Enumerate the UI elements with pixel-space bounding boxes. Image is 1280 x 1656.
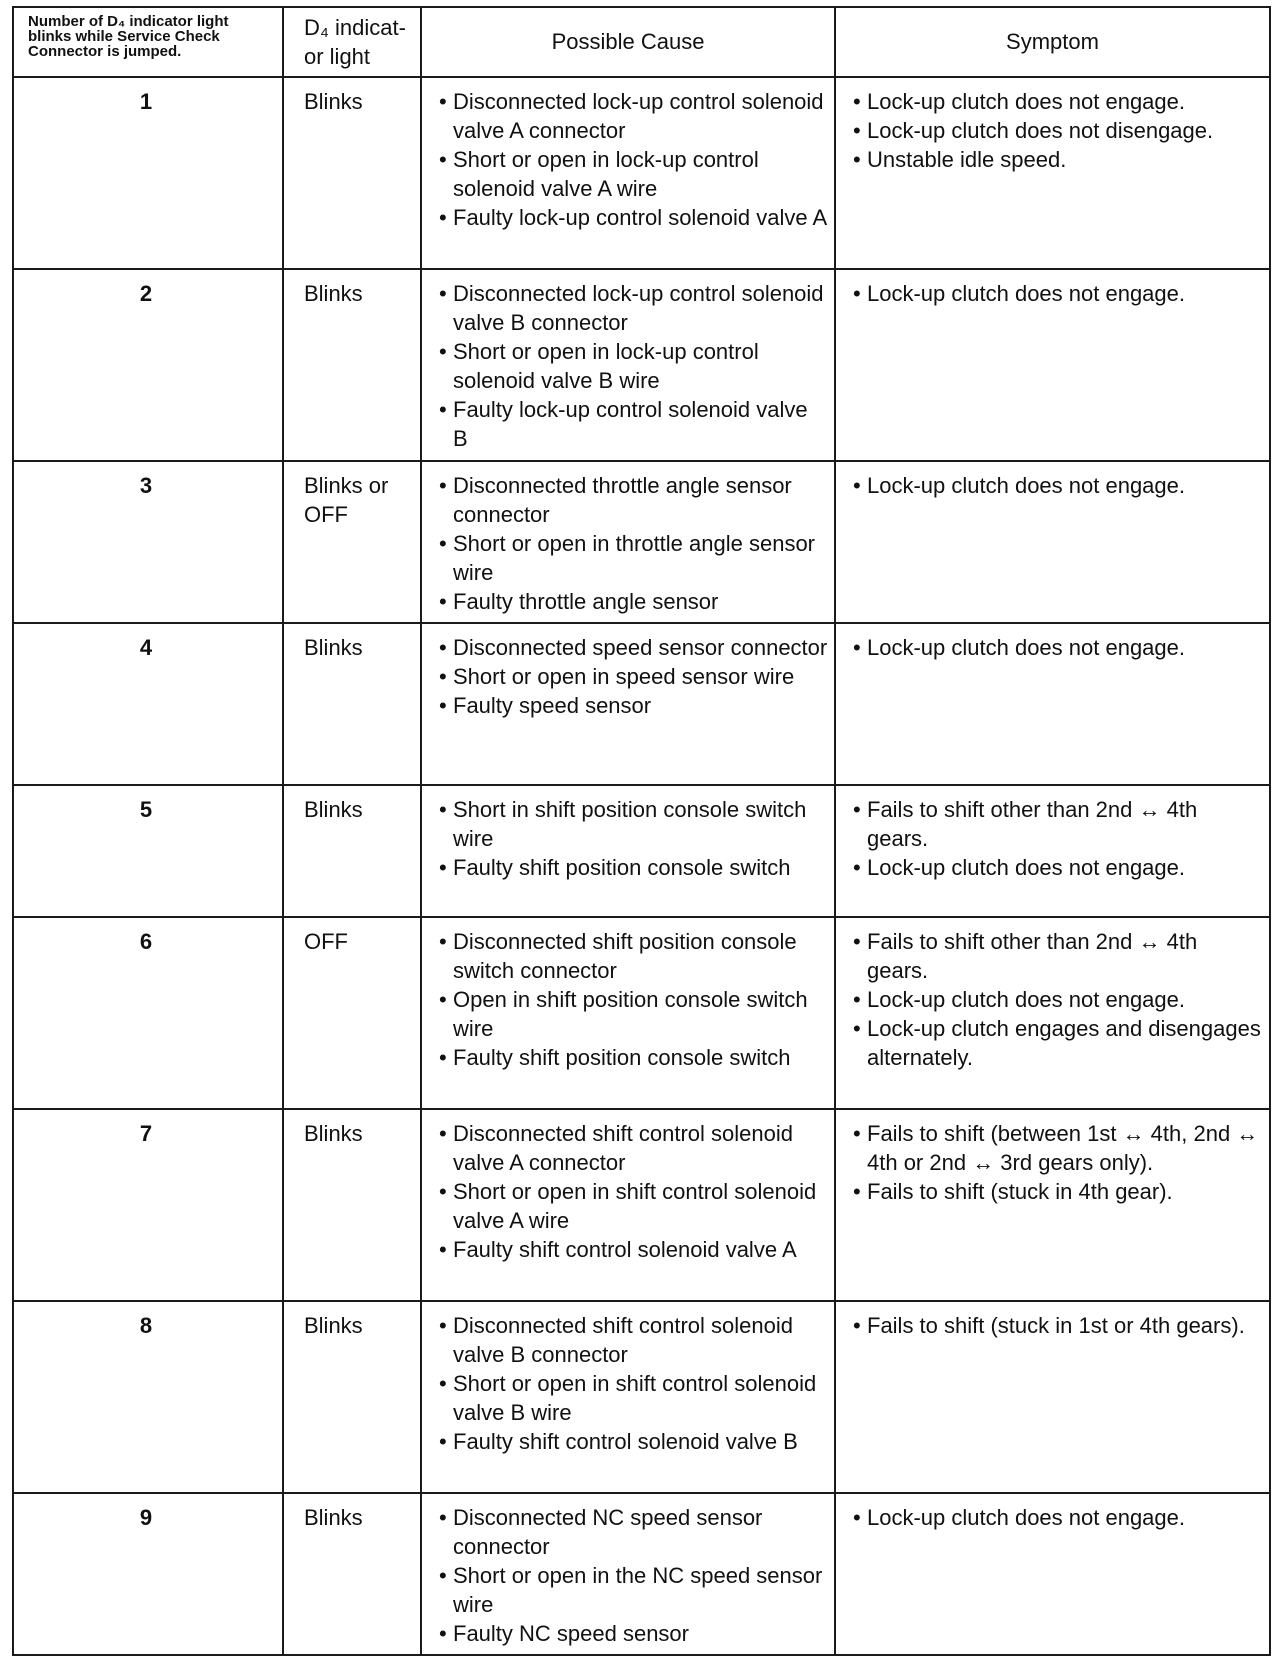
symptoms <box>835 77 1270 269</box>
symptoms <box>835 917 1270 1109</box>
header-row <box>13 7 1270 77</box>
blink-count: 2 <box>13 269 283 461</box>
symptom-list <box>852 471 1263 500</box>
blink-count: 3 <box>13 461 283 623</box>
symptom-item: • Fails to shift other than 2nd ↔ 4th gears. <box>852 927 1263 985</box>
header-blinks: Number of D₄ indicator light blinks while Service Check Connector is jumped. <box>13 7 283 77</box>
possible-causes <box>421 623 835 785</box>
blink-count: 1 <box>13 77 283 269</box>
symptom-item: • Lock-up clutch does not engage. <box>852 471 1263 500</box>
blink-count: 8 <box>13 1301 283 1493</box>
blink-count: 4 <box>13 623 283 785</box>
cause-item: • Short or open in the NC speed sensor wire <box>438 1561 828 1619</box>
symptom-list <box>852 87 1263 174</box>
blink-count: 7 <box>13 1109 283 1301</box>
cause-item: • Open in shift position console switch wire <box>438 985 828 1043</box>
symptom-list <box>852 927 1263 1072</box>
cause-list <box>438 927 828 1072</box>
table-row <box>13 623 1270 785</box>
symptom-item: • Lock-up clutch does not engage. <box>852 87 1263 116</box>
symptom-list <box>852 1503 1263 1532</box>
diagnostic-table <box>12 6 1271 1656</box>
symptoms <box>835 1493 1270 1655</box>
blink-count: 6 <box>13 917 283 1109</box>
header-symptom: Symptom <box>835 7 1270 77</box>
cause-item: • Faulty lock-up control solenoid valve B <box>438 395 828 453</box>
cause-item: • Faulty lock-up control solenoid valve A <box>438 203 828 232</box>
cause-item: • Faulty shift control solenoid valve B <box>438 1427 828 1456</box>
indicator-state: Blinks or OFF <box>283 461 421 623</box>
symptoms <box>835 461 1270 623</box>
symptoms <box>835 785 1270 917</box>
cause-item: • Disconnected shift control solenoid valve B connector <box>438 1311 828 1369</box>
cause-list <box>438 279 828 453</box>
cause-item: • Faulty shift control solenoid valve A <box>438 1235 828 1264</box>
cause-item: • Faulty throttle angle sensor <box>438 587 828 616</box>
symptom-list <box>852 633 1263 662</box>
symptom-item: • Lock-up clutch does not engage. <box>852 1503 1263 1532</box>
cause-list <box>438 633 828 720</box>
indicator-state: OFF <box>283 917 421 1109</box>
indicator-state: Blinks <box>283 269 421 461</box>
possible-causes <box>421 1109 835 1301</box>
blink-count: 5 <box>13 785 283 917</box>
cause-item: • Disconnected NC speed sensor connector <box>438 1503 828 1561</box>
symptom-item: • Lock-up clutch does not engage. <box>852 985 1263 1014</box>
table-row <box>13 785 1270 917</box>
symptom-item: • Fails to shift other than 2nd ↔ 4th gears. <box>852 795 1263 853</box>
indicator-state: Blinks <box>283 785 421 917</box>
header-indicator-light: D₄ indicat- or light <box>283 7 421 77</box>
cause-list <box>438 795 828 882</box>
header-possible-cause: Possible Cause <box>421 7 835 77</box>
cause-item: • Short or open in throttle angle sensor wire <box>438 529 828 587</box>
symptom-item: • Unstable idle speed. <box>852 145 1263 174</box>
possible-causes <box>421 1493 835 1655</box>
symptoms <box>835 1301 1270 1493</box>
possible-causes <box>421 77 835 269</box>
cause-list <box>438 87 828 232</box>
cause-list <box>438 1311 828 1456</box>
cause-item: • Disconnected speed sensor connector <box>438 633 828 662</box>
possible-causes <box>421 917 835 1109</box>
possible-causes <box>421 461 835 623</box>
symptom-item: • Fails to shift (stuck in 4th gear). <box>852 1177 1263 1206</box>
possible-causes <box>421 1301 835 1493</box>
cause-item: • Disconnected lock-up control solenoid valve B connector <box>438 279 828 337</box>
cause-item: • Faulty shift position console switch <box>438 1043 828 1072</box>
cause-item: • Faulty NC speed sensor <box>438 1619 828 1648</box>
symptom-item: • Lock-up clutch engages and disengages alternately. <box>852 1014 1263 1072</box>
table-row <box>13 1493 1270 1655</box>
cause-item: • Faulty speed sensor <box>438 691 828 720</box>
indicator-state: Blinks <box>283 77 421 269</box>
indicator-state: Blinks <box>283 1301 421 1493</box>
cause-item: • Short or open in lock-up control solenoid valve A wire <box>438 145 828 203</box>
cause-item: • Disconnected lock-up control solenoid valve A connector <box>438 87 828 145</box>
table-row <box>13 1109 1270 1301</box>
symptom-list <box>852 1311 1263 1340</box>
table-row <box>13 461 1270 623</box>
symptom-item: • Lock-up clutch does not engage. <box>852 633 1263 662</box>
table-row <box>13 917 1270 1109</box>
symptoms <box>835 623 1270 785</box>
cause-item: • Short or open in shift control solenoid valve A wire <box>438 1177 828 1235</box>
cause-item: • Short or open in shift control solenoid valve B wire <box>438 1369 828 1427</box>
symptom-list <box>852 1119 1263 1206</box>
cause-list <box>438 1503 828 1648</box>
possible-causes <box>421 269 835 461</box>
table-row <box>13 269 1270 461</box>
cause-list <box>438 1119 828 1264</box>
table-body <box>13 77 1270 1655</box>
indicator-state: Blinks <box>283 1493 421 1655</box>
cause-list <box>438 471 828 616</box>
symptoms <box>835 269 1270 461</box>
symptoms <box>835 1109 1270 1301</box>
cause-item: • Disconnected shift control solenoid valve A connector <box>438 1119 828 1177</box>
blink-count: 9 <box>13 1493 283 1655</box>
symptom-list <box>852 795 1263 882</box>
symptom-item: • Lock-up clutch does not disengage. <box>852 116 1263 145</box>
symptom-item: • Fails to shift (stuck in 1st or 4th gears). <box>852 1311 1263 1340</box>
cause-item: • Disconnected shift position console switch connector <box>438 927 828 985</box>
table-row <box>13 1301 1270 1493</box>
symptom-list <box>852 279 1263 308</box>
cause-item: • Short or open in speed sensor wire <box>438 662 828 691</box>
indicator-state: Blinks <box>283 1109 421 1301</box>
cause-item: • Short in shift position console switch wire <box>438 795 828 853</box>
symptom-item: • Fails to shift (between 1st ↔ 4th, 2nd ↔ 4th or 2nd ↔ 3rd gears only). <box>852 1119 1263 1177</box>
indicator-state: Blinks <box>283 623 421 785</box>
cause-item: • Faulty shift position console switch <box>438 853 828 882</box>
symptom-item: • Lock-up clutch does not engage. <box>852 279 1263 308</box>
possible-causes <box>421 785 835 917</box>
table-row <box>13 77 1270 269</box>
cause-item: • Disconnected throttle angle sensor connector <box>438 471 828 529</box>
cause-item: • Short or open in lock-up control solenoid valve B wire <box>438 337 828 395</box>
symptom-item: • Lock-up clutch does not engage. <box>852 853 1263 882</box>
